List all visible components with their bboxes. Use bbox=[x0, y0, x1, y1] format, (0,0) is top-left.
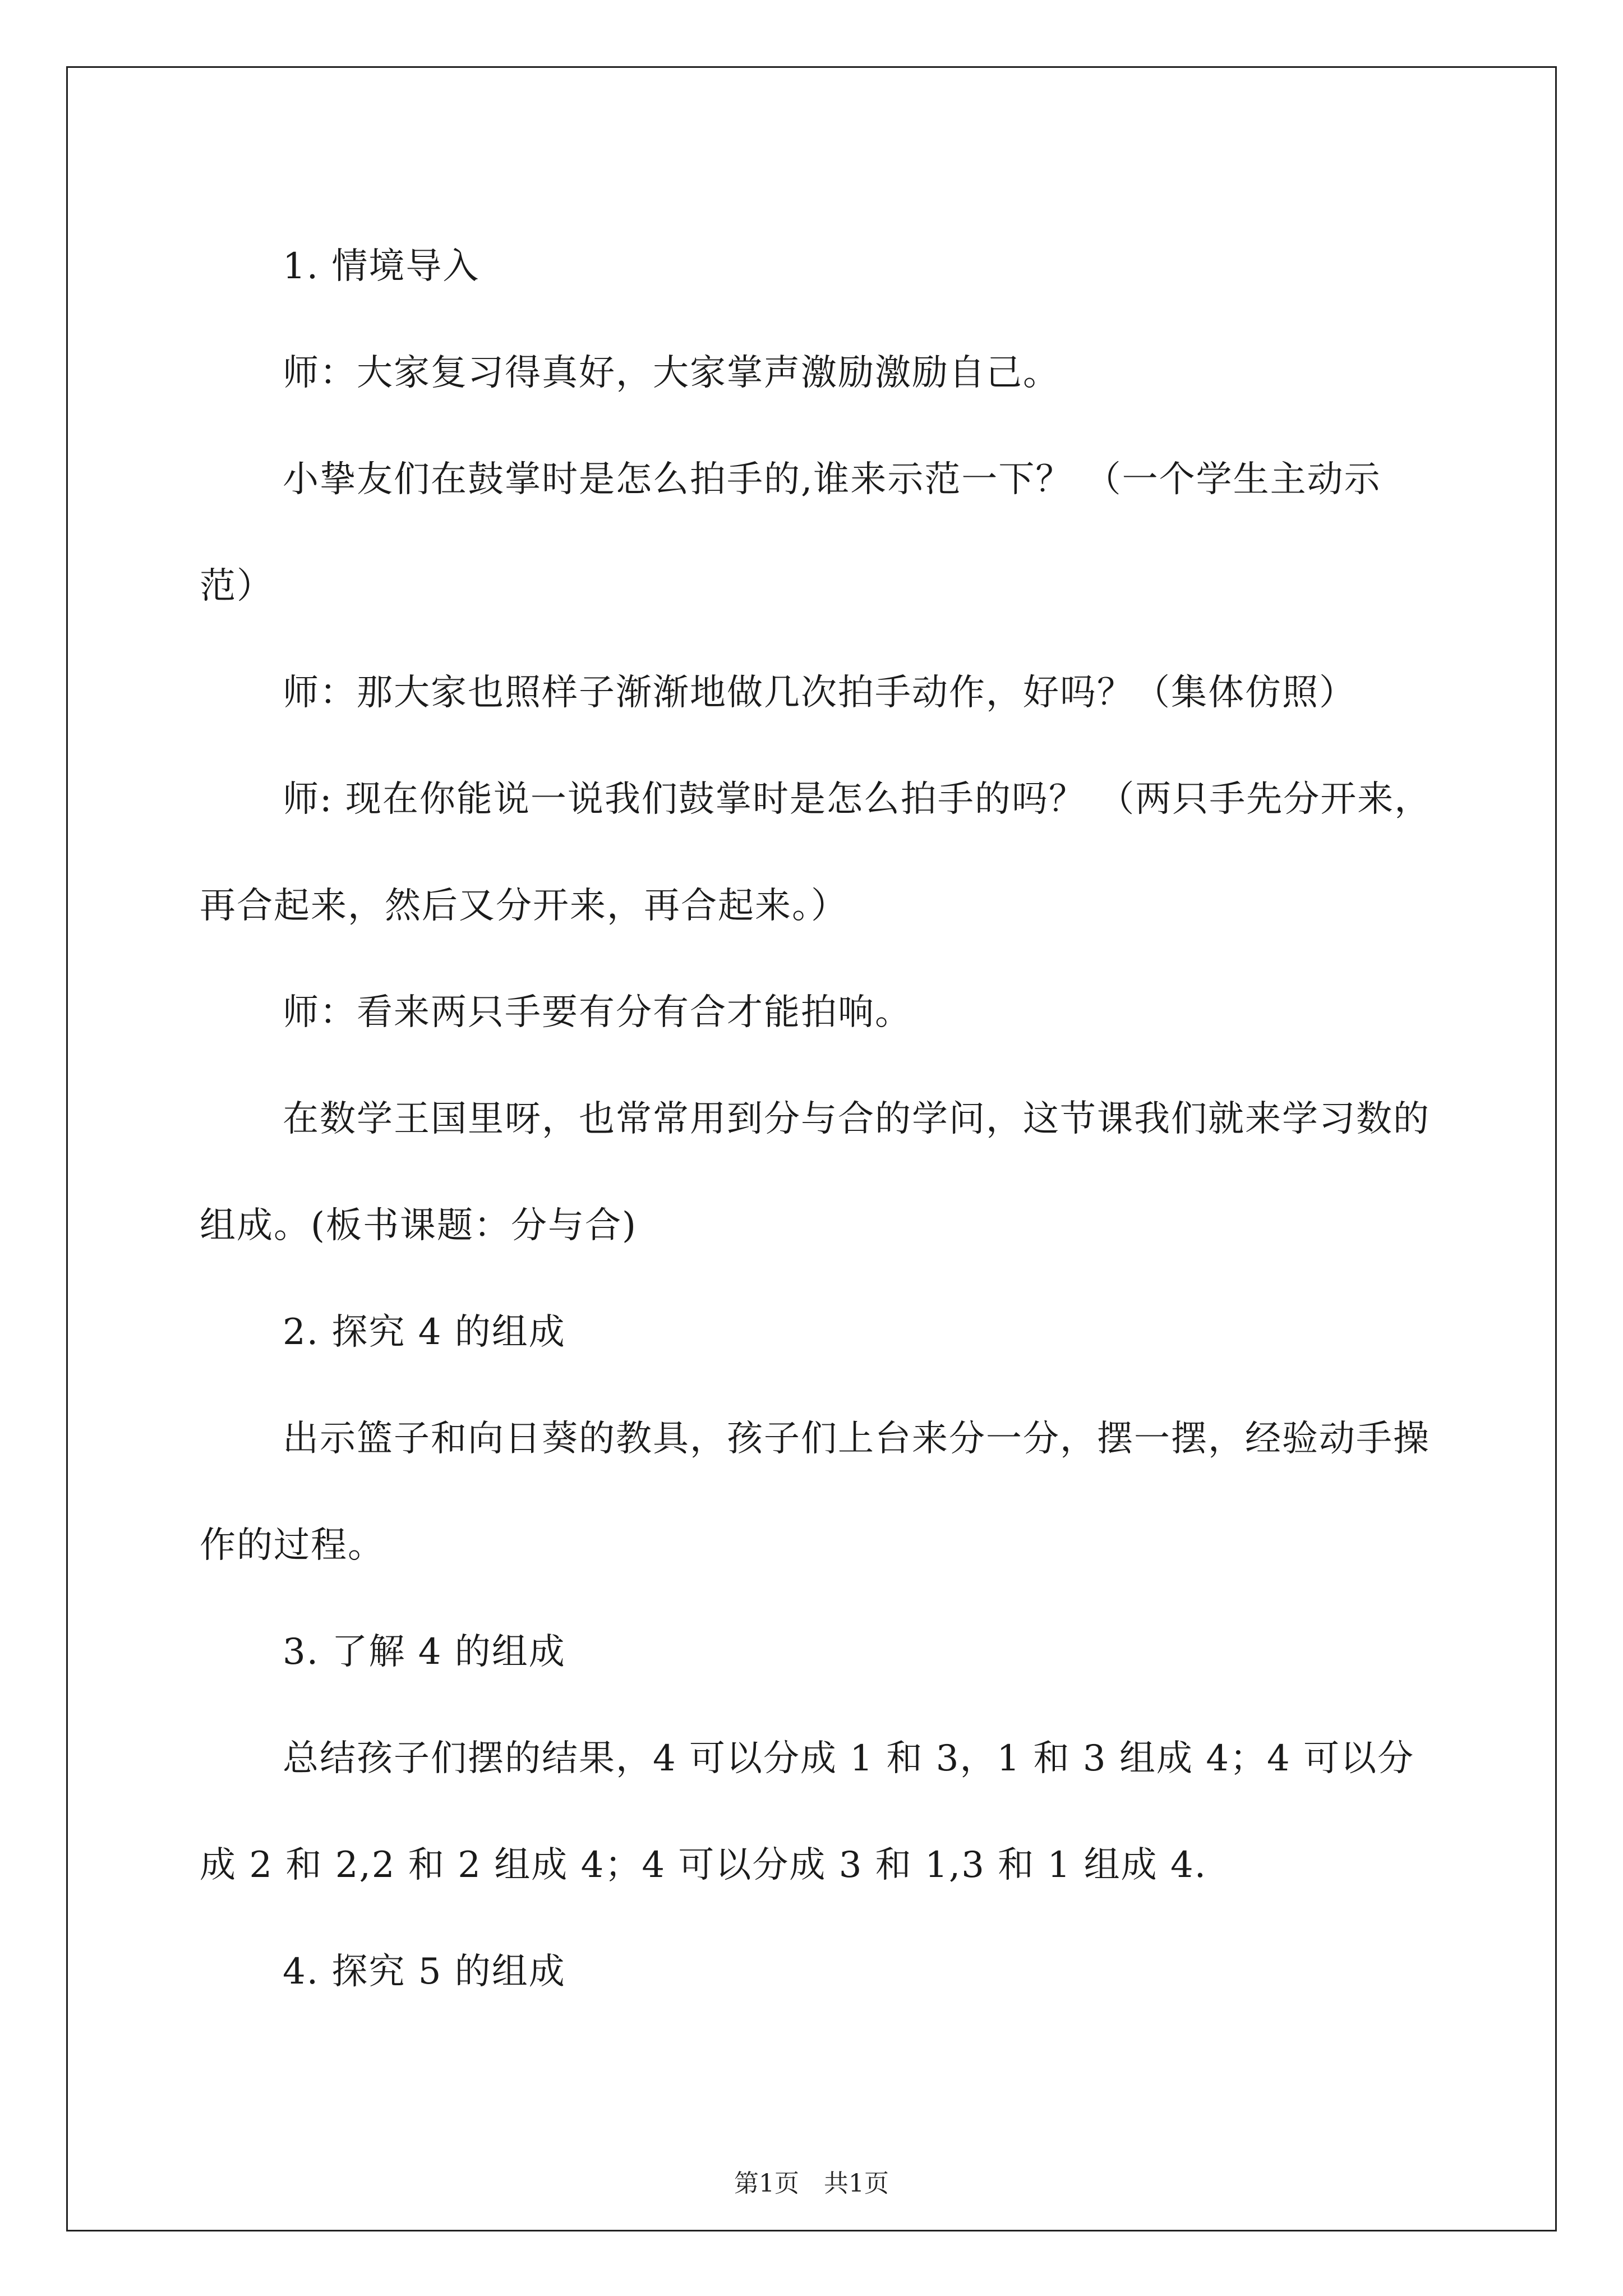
paragraph-lesson-topic: 在数学王国里呀，也常常用到分与合的学问，这节课我们就来学习数的组成。(板书课题：分与合) bbox=[200, 1098, 1430, 1246]
paragraph-summary-4: 总结孩子们摆的结果，4 可以分成 1 和 3，1 和 3 组成 4；4 可以分成 2 和 2,2 和 2 组成 4；4 可以分成 3 和 1,3 和 1 组成 4. bbox=[200, 1738, 1415, 1886]
heading-explore-4: 2. 探究 4 的组成 bbox=[283, 1312, 566, 1353]
paragraph-teacher-explain-clap: 师: 现在你能说一说我们鼓掌时是怎么拍手的吗？ （两只手先分开来，再合起来，然后又分开来，再合起来。） bbox=[200, 779, 1432, 927]
heading-situation-intro: 1. 情境导入 bbox=[283, 246, 480, 287]
heading-understand-4: 3. 了解 4 的组成 bbox=[283, 1631, 566, 1673]
heading-explore-5: 4. 探究 5 的组成 bbox=[283, 1951, 566, 1993]
paragraph-teacher-praise: 师：大家复习得真好，大家掌声激励激励自己。 bbox=[283, 352, 1060, 394]
paragraph-clapping-question: 小挚友们在鼓掌时是怎么拍手的,谁来示范一下？ （一个学生主动示范） bbox=[200, 459, 1381, 607]
page-footer: 第1页 共1页 bbox=[734, 2169, 889, 2198]
paragraph-teacher-conclusion: 师：看来两只手要有分有合才能拍响。 bbox=[283, 992, 912, 1033]
document-body bbox=[200, 213, 1433, 2025]
paragraph-teaching-aids: 出示篮子和向日葵的教具，孩子们上台来分一分，摆一摆，经验动手操作的过程。 bbox=[200, 1418, 1430, 1566]
paragraph-teacher-imitate: 师：那大家也照样子渐渐地做几次拍手动作，好吗？（集体仿照） bbox=[283, 672, 1356, 714]
